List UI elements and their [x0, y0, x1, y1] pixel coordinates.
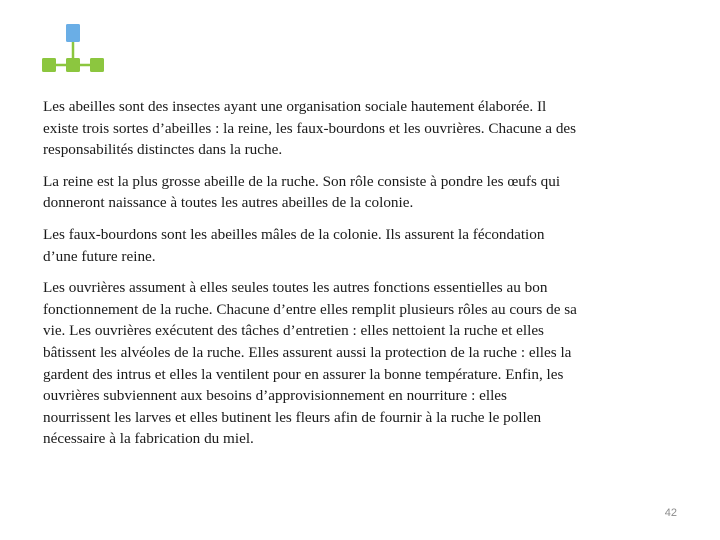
bottom-node-middle [66, 58, 80, 72]
hierarchy-icon [42, 24, 108, 80]
top-node [66, 24, 80, 42]
paragraph-reine: La reine est la plus grosse abeille de la ruche. Son rôle consiste à pondre les œufs qui donneront naissance à toutes les autres abeilles de la colonie. [43, 172, 561, 212]
body-text [43, 96, 683, 460]
page-number: 42 [664, 507, 677, 519]
paragraph-faux-bourdons: Les faux-bourdons sont les abeilles mâles de la colonie. Ils assurent la fécondation d’une future reine. [43, 225, 545, 265]
paragraph-ouvrieres: Les ouvrières assument à elles seules toutes les autres fonctions essentielles au bon fonctionnement de la ruche. Chacune d’entre elles remplit plusieurs rôles au cours de sa vie. Les ouvrières exécutent des tâches d’entretien : elles nettoient la ruche et elles bâtissent les alvéoles de la ruche. Elles assurent aussi la protection de la ruche : elles la gardent des intrus et elles la ventilent pour en assurer la bonne température. Enfin, les ouvrières subviennent aux besoins d’approvisionnement en nourriture : elles nourrissent les larves et elles butinent les fleurs afin de fournir à la ruche le pollen nécessaire à la fabrication du miel. [43, 279, 577, 448]
bottom-node-right [90, 58, 104, 72]
bottom-node-left [42, 58, 56, 72]
paragraph-intro: Les abeilles sont des insectes ayant une organisation sociale hautement élaborée. Il existe trois sortes d’abeilles : la reine, les faux-bourdons et les ouvrières. Chacune a des responsabilités distinctes dans la ruche. [43, 98, 577, 159]
